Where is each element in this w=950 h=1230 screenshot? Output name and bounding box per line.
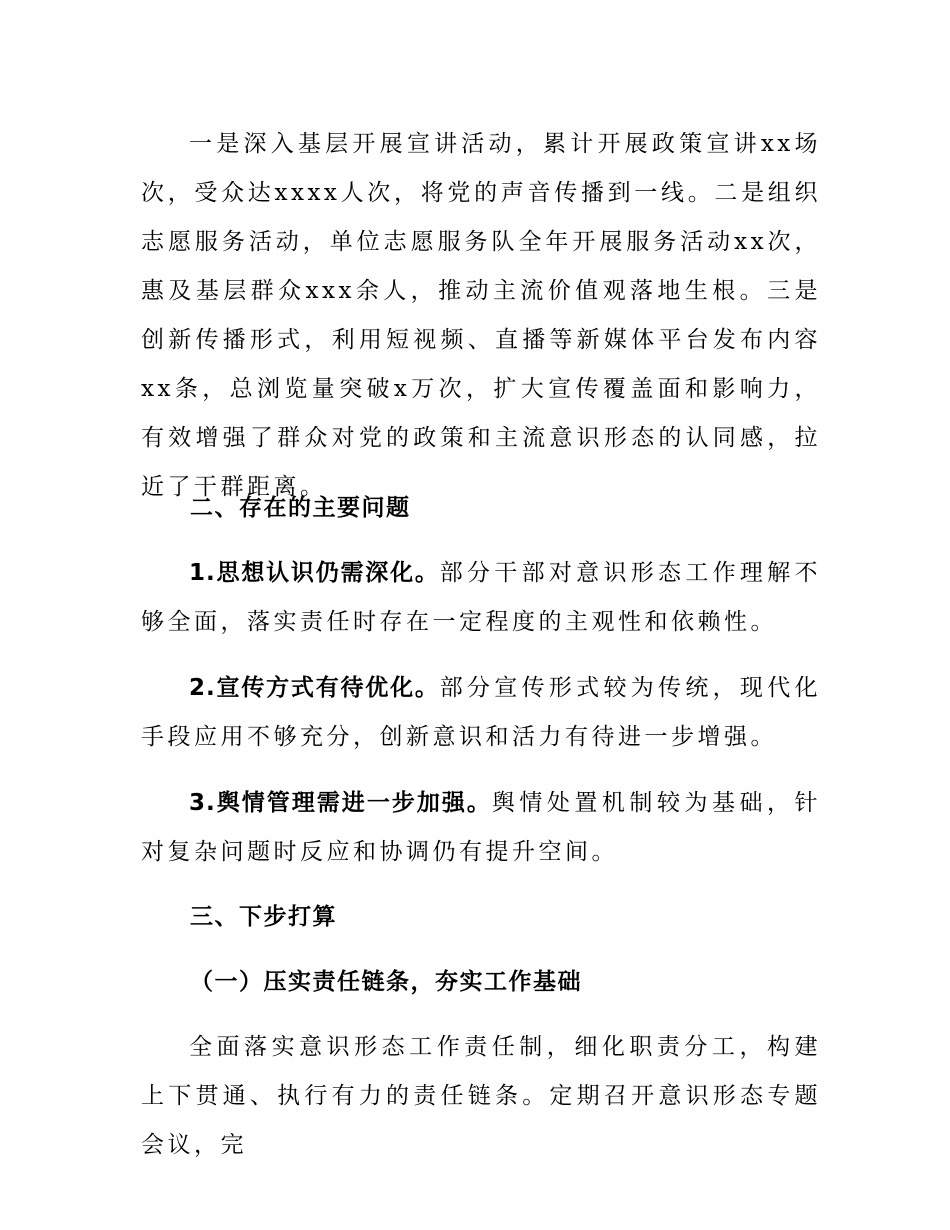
problem-item-2: [141, 664, 821, 762]
section-three-heading: 三、下步打算: [190, 904, 337, 930]
problem-item-1: [141, 549, 821, 647]
problem-item-1-text: 部分干部对意识形态工作理解不够全面，落实责任时存在一定程度的主观性和依赖性。: [141, 560, 822, 635]
problem-item-2-lead: 2.宣传方式有待优化。: [189, 675, 440, 701]
section-three-paragraph: 全面落实意识形态工作责任制，细化职责分工，构建上下贯通、执行有力的责任链条。定期召开意识形态专题会议，完: [141, 1034, 821, 1158]
problem-item-3-text: 舆情处置机制较为基础，针对复杂问题时反应和协调仍有提升空间。: [141, 790, 821, 865]
section-three-subheading: （一）压实责任链条，夯实工作基础: [190, 969, 582, 995]
problem-item-3-lead: 3.舆情管理需进一步加强。: [189, 790, 492, 816]
problem-item-1-lead: 1.思想认识仍需深化。: [189, 560, 440, 586]
problem-item-3: [141, 779, 821, 877]
problem-item-2-text: 部分宣传形式较为传统，现代化手段应用不够充分，创新意识和活力有待进一步增强。: [141, 675, 822, 750]
intro-paragraph: 一是深入基层开展宣讲活动，累计开展政策宣讲xx场次，受众达xxxx人次，将党的声音传播到一线。二是组织志愿服务活动，单位志愿服务队全年开展服务活动xx次，惠及基层群众xxx余人，推动主流价值观落地生根。三是创新传播形式，利用短视频、直播等新媒体平台发布内容xx条，总浏览量突破x万次，扩大宣传覆盖面和影响力，有效增强了群众对党的政策和主流意识形态的认同感，拉近了干群距离。: [141, 131, 821, 500]
section-two-heading: 二、存在的主要问题: [190, 495, 411, 521]
